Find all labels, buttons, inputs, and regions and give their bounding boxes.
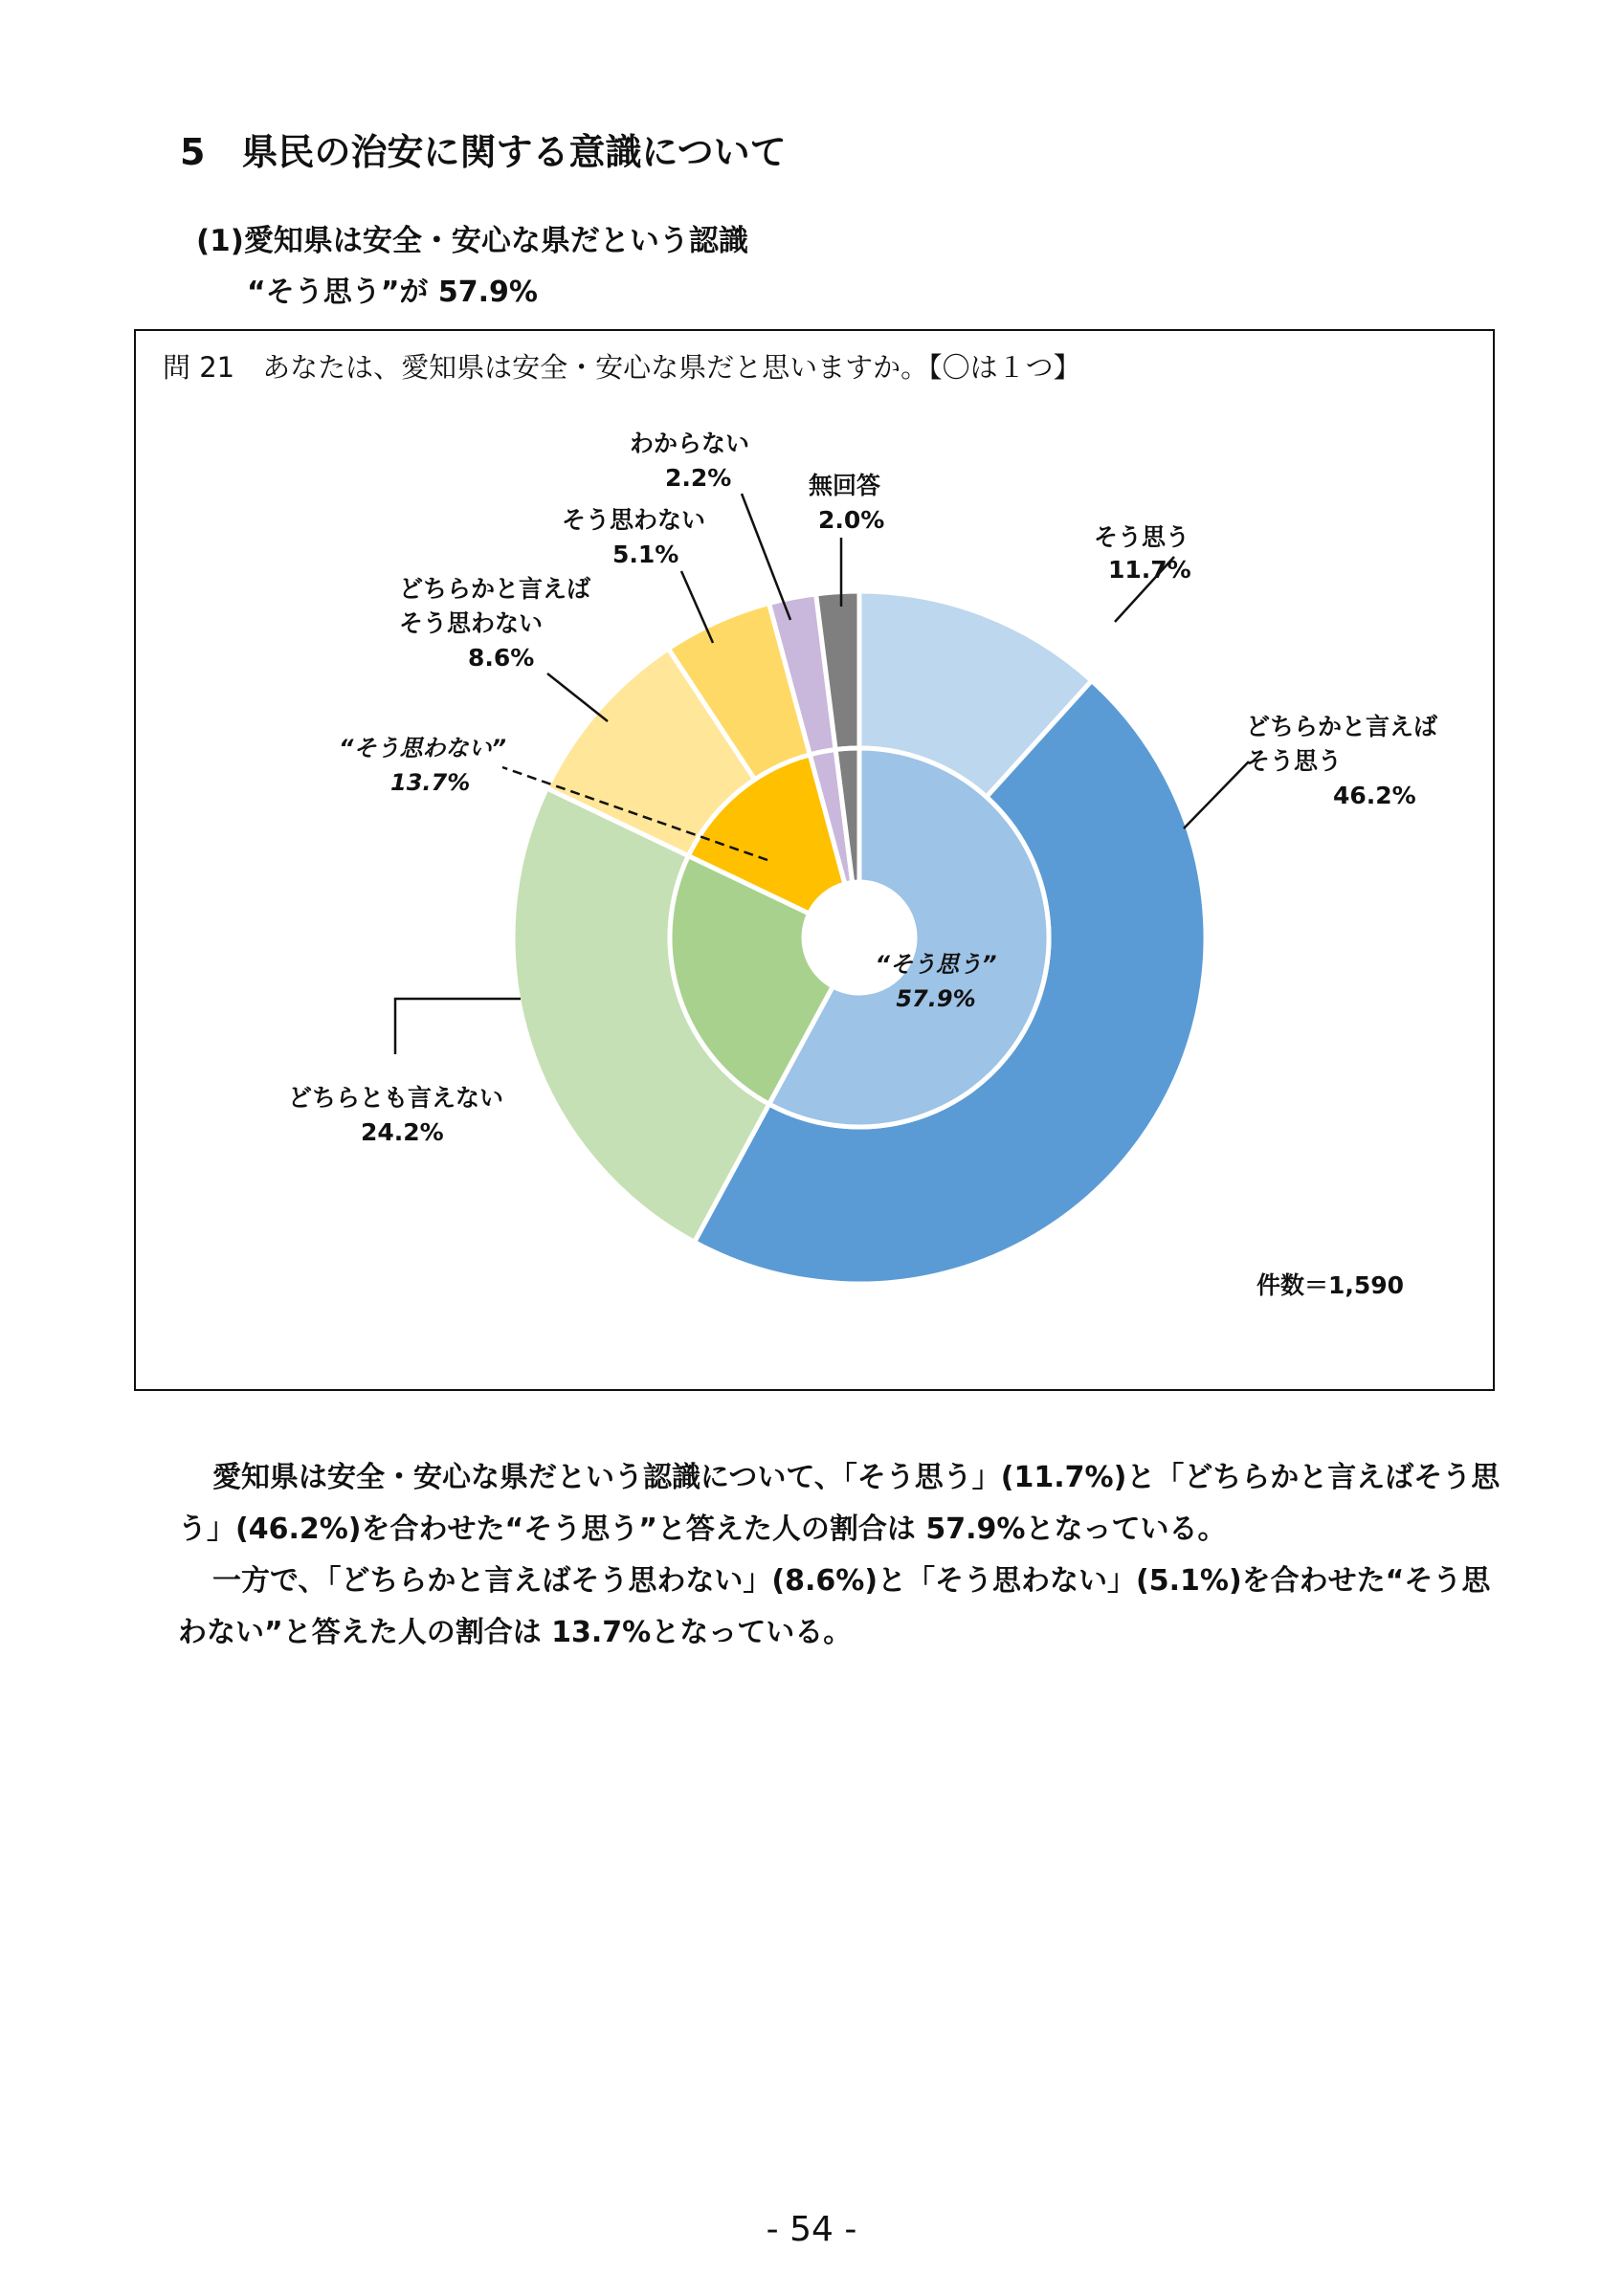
question-text: 問 21 あなたは、愛知県は安全・安心な県だと思いますか。【〇は１つ】	[163, 351, 1081, 384]
label-inner-no	[339, 735, 506, 796]
label-outer-4-value: 8.6%	[468, 644, 535, 672]
label-outer-2-value: 46.2%	[1333, 782, 1416, 809]
label-outer-1-name: そう思う	[1094, 523, 1190, 551]
label-outer-2	[1246, 713, 1438, 809]
label-outer-2-name-cont: そう思う	[1246, 747, 1343, 775]
label-outer-2-name: どちらかと言えば	[1246, 713, 1438, 740]
donut-chart	[134, 329, 1495, 1391]
page-number: - 54 -	[766, 2210, 857, 2249]
label-outer-3-name: どちらとも言えない	[288, 1084, 504, 1112]
label-outer-6-name: わからない	[630, 430, 750, 457]
leader-line-outer-3	[395, 999, 521, 1054]
leader-line-outer-2	[1184, 762, 1249, 828]
body-text	[178, 1452, 1518, 1659]
label-outer-1-value: 11.7%	[1108, 556, 1191, 584]
label-inner-no-name: “そう思わない”	[339, 735, 506, 762]
subheading-result: “そう思う”が 57.9%	[247, 276, 538, 309]
label-outer-1	[1094, 523, 1191, 584]
leader-line-outer-4	[547, 673, 608, 721]
sample-size-label: 件数＝1,590	[1256, 1271, 1405, 1299]
label-outer-7-value: 2.0%	[818, 506, 885, 534]
label-outer-6	[630, 430, 749, 492]
section-heading: 5 県民の治安に関する意識について	[180, 131, 787, 173]
label-outer-4-name: どちらかと言えば	[399, 575, 591, 603]
label-inner-yes-value: 57.9%	[896, 985, 976, 1012]
label-outer-3	[288, 1084, 503, 1146]
subheading: (1)愛知県は安全・安心な県だという認識	[196, 224, 748, 258]
label-inner-yes-name: “そう思う”	[875, 951, 997, 978]
label-outer-5-name: そう思わない	[562, 506, 706, 534]
leader-line-outer-6	[742, 494, 790, 620]
label-outer-3-value: 24.2%	[361, 1118, 444, 1146]
label-outer-7-name: 無回答	[809, 472, 881, 499]
label-outer-5	[562, 506, 705, 568]
label-outer-5-value: 5.1%	[612, 541, 679, 568]
label-outer-7	[809, 472, 884, 534]
body-paragraph-1: 愛知県は安全・安心な県だという認識について、「そう思う」(11.7%)と「どちらかと言えばそう思う」(46.2%)を合わせた“そう思う”と答えた人の割合は 57.9%となっている。	[178, 1461, 1501, 1546]
label-outer-6-value: 2.2%	[665, 464, 732, 492]
label-inner-no-value: 13.7%	[390, 769, 471, 796]
label-outer-4-name-cont: そう思わない	[399, 609, 544, 637]
body-paragraph-2: 一方で、「どちらかと言えばそう思わない」(8.6%)と「そう思わない」(5.1%)を合わせた“そう思わない”と答えた人の割合は 13.7%となっている。	[178, 1564, 1491, 1649]
label-outer-4	[399, 575, 591, 672]
